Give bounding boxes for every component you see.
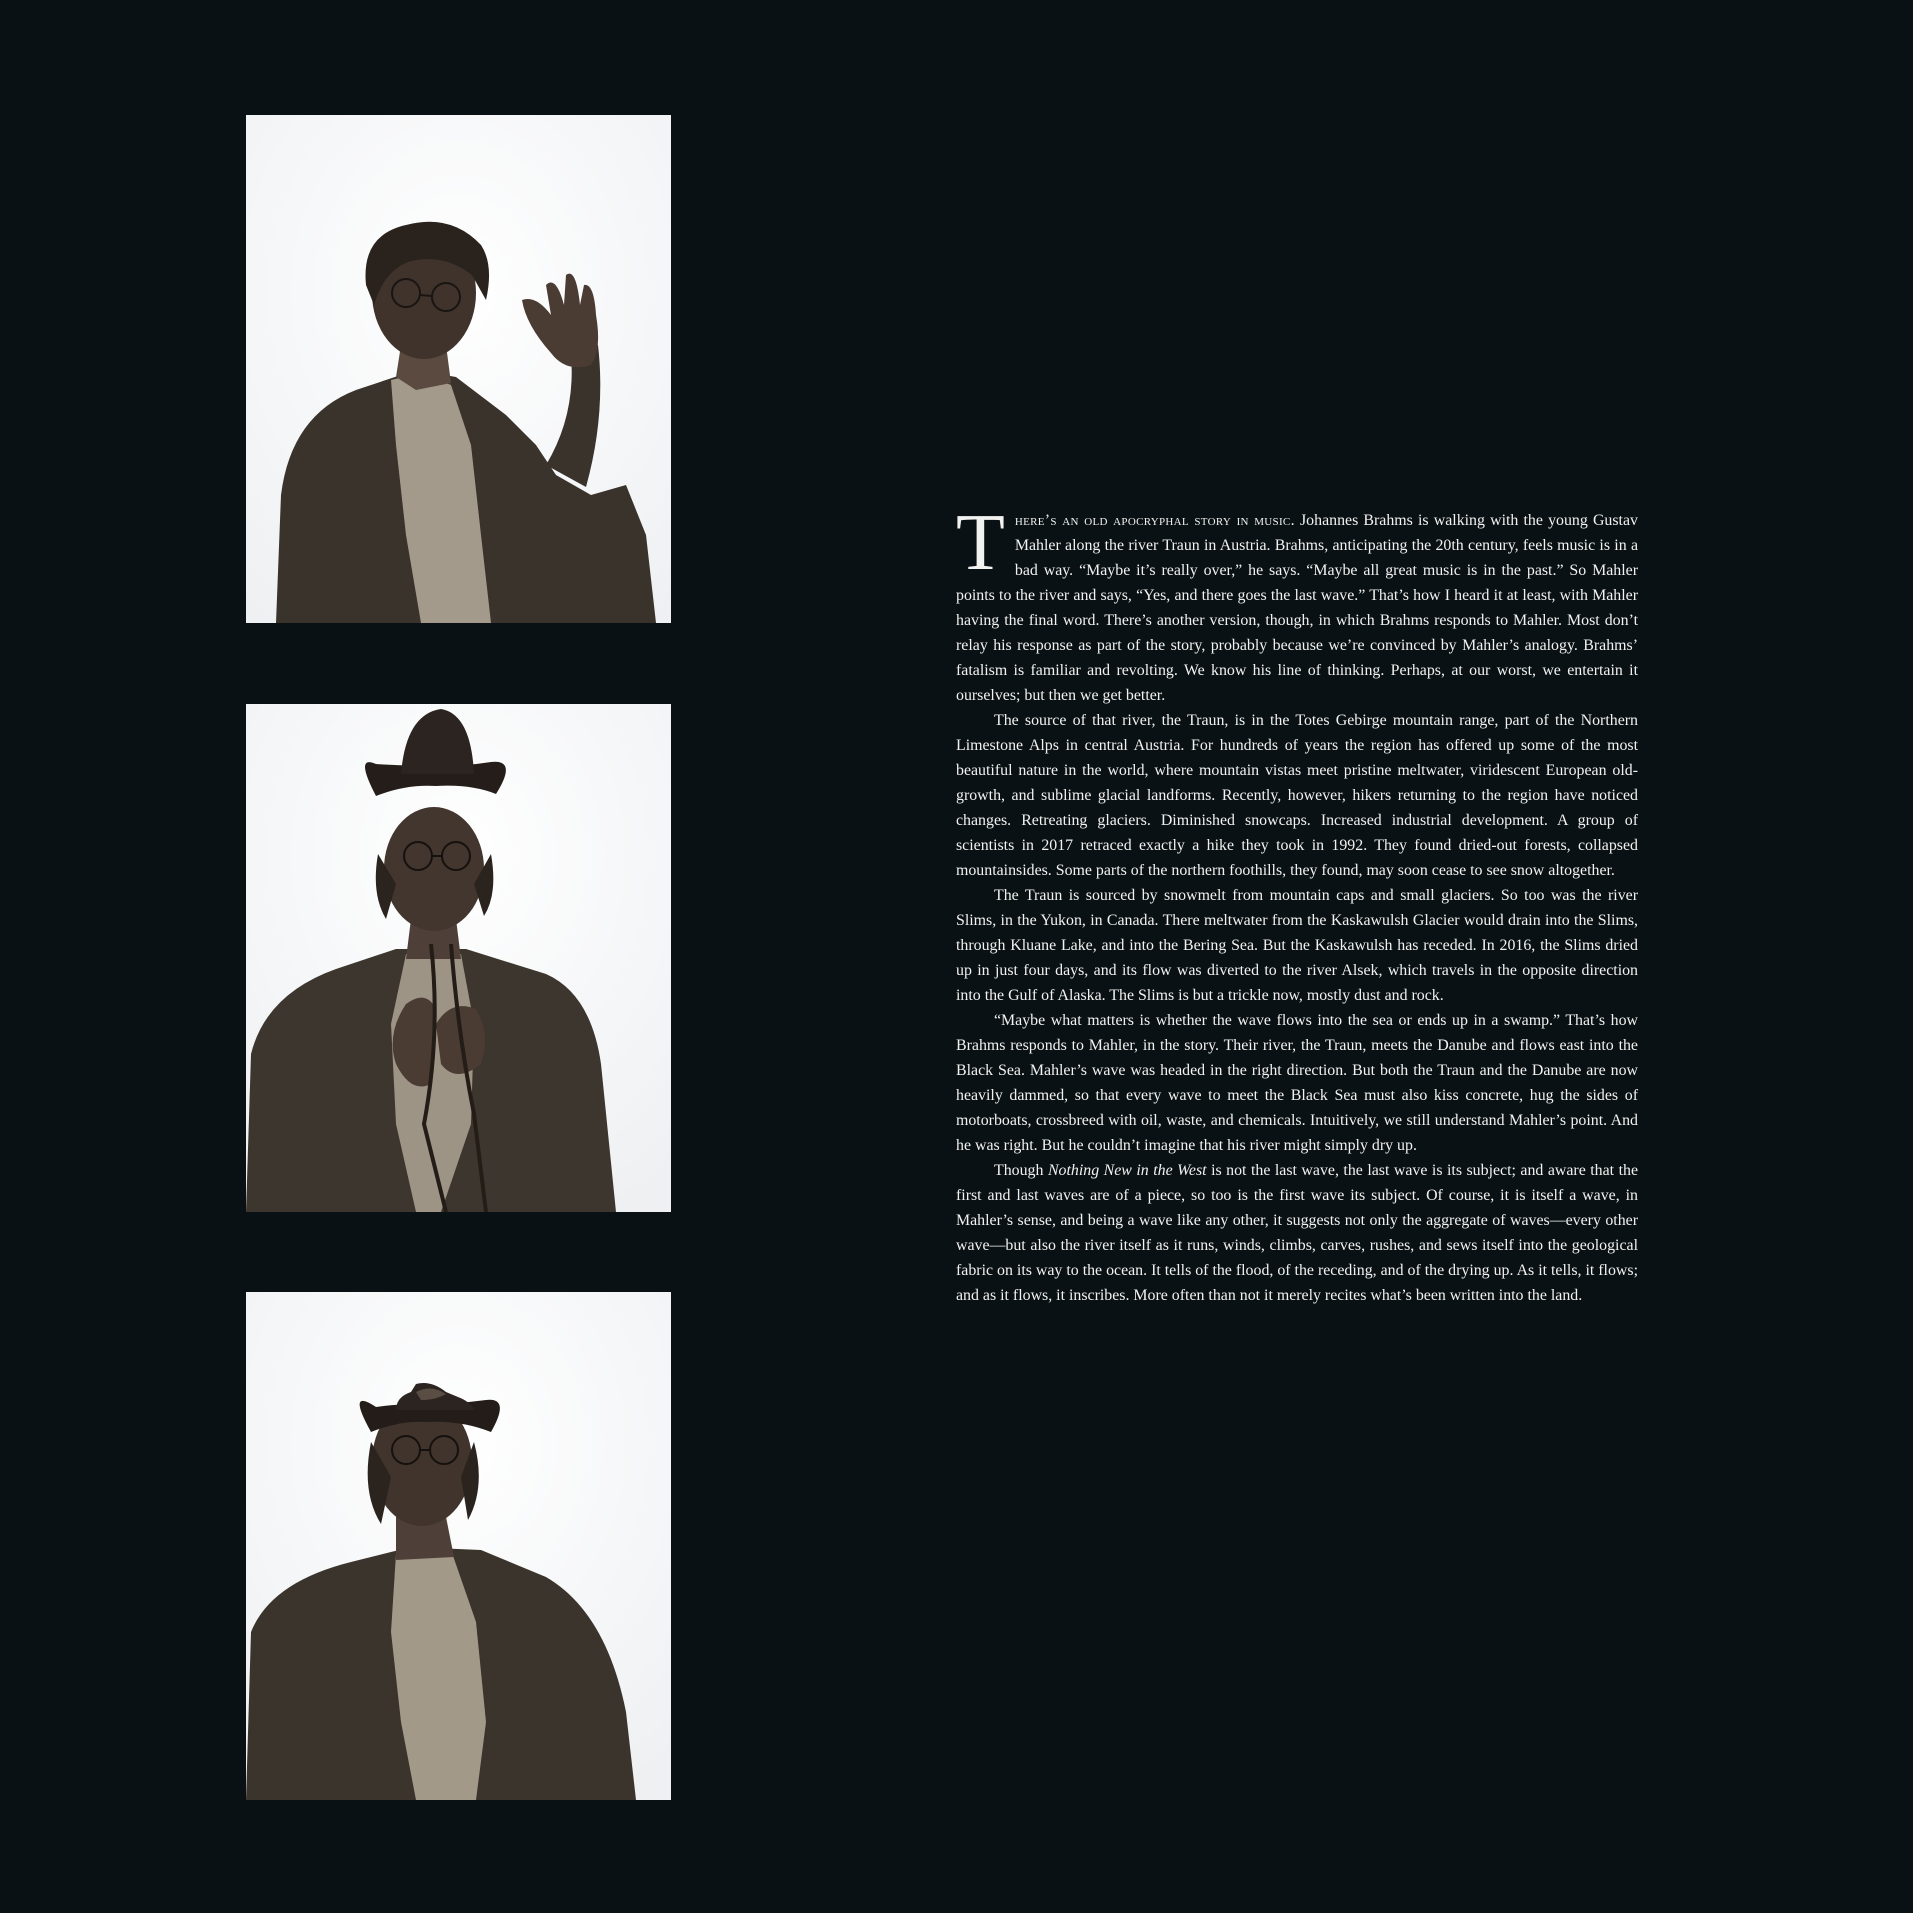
paragraph-5-start: Though: [994, 1162, 1048, 1179]
article-paragraph-2: The source of that river, the Traun, is in the Totes Gebirge mountain range, part of the Northern Limestone Alps in central Austria. For hundreds of years the region has offered up some of the most beautiful nature in the world, where mountain vistas meet pristine meltwater, viridescent European old-growth, and sublime glacial landforms. Recently, however, hikers returning to the region have noticed changes. Retreating glaciers. Diminished snowcaps. Increased industrial development. A group of scientists in 2017 retraced exactly a hike they took in 1992. They found dried-out forests, collapsed mountainsides. Some parts of the northern foothills, they found, may soon cease to see snow altogether.: [956, 712, 1638, 879]
paragraph-5-rest: is not the last wave, the last wave is its subject; and aware that the first and last waves are of a piece, so too is the first wave its subject. Of course, it is itself a wave, in Mahler’s sense, and being a wave like any other, it suggests not only the aggregate of waves—every other wave—but also the river itself as it runs, winds, climbs, carves, rushes, and sews itself into the geological fabric on its way to the ocean. It tells of the flood, of the receding, and of the drying up. As it tells, it flows; and as it flows, it inscribes. More often than not it merely recites what’s been written into the land.: [956, 1162, 1639, 1304]
article-paragraph-3: The Traun is sourced by snowmelt from mountain caps and small glaciers. So too was the river Slims, in the Yukon, in Canada. There meltwater from the Kaskawulsh Glacier would drain into the Slims, through Kluane Lake, and into the Bering Sea. But the Kaskawulsh has receded. In 2016, the Slims dried up in just four days, and its flow was diverted to the river Alsek, which travels in the opposite direction into the Gulf of Alaska. The Slims is but a trickle now, mostly dust and rock.: [956, 887, 1638, 1004]
portrait-photo-hand-raised: [246, 115, 671, 623]
article-paragraph-1: [956, 499, 1638, 708]
portrait-photo-hat-hands-collar: [246, 704, 671, 1212]
article-paragraph-4: “Maybe what matters is whether the wave flows into the sea or ends up in a swamp.” That’s how Brahms responds to Mahler, in the story. Their river, the Traun, meets the Danube and flows east into the Black Sea. Mahler’s wave was headed in the right direction. But both the Traun and the Danube are now heavily dammed, so that every wave to meet the Black Sea must also kiss concrete, hug the sides of motorboats, crossbreed with oil, waste, and chemicals. Intuitively, we still understand Mahler’s point. And he was right. But he couldn’t imagine that his river might simply dry up.: [956, 1012, 1638, 1154]
portrait-silhouette-2: [246, 704, 671, 1212]
book-title: Nothing New in the West: [1047, 1162, 1207, 1179]
drop-cap: T: [956, 499, 1005, 587]
lead-in-small-caps: here’s an old apocryphal story in music.: [1014, 512, 1295, 529]
portrait-silhouette-1: [246, 115, 671, 623]
portrait-silhouette-3: [246, 1292, 671, 1800]
paragraph-1-text: Johannes Brahms is walking with the young Gustav Mahler along the river Traun in Austria. Brahms, anticipating the 20th century, feels music is in a bad way. “Maybe it’s really over,” he says. “Maybe all great music is in the past.” So Mahler points to the river and says, “Yes, and there goes the last wave.” That’s how I heard it at least, with Mahler having the final word. There’s another version, though, in which Brahms responds to Mahler. Most don’t relay his response as part of the story, probably because we’re convinced by Mahler’s analogy. Brahms’ fatalism is familiar and revolting. We know his line of thinking. Perhaps, at our worst, we entertain it ourselves; but then we get better.: [956, 512, 1638, 704]
article-body: [956, 499, 1639, 1308]
article-paragraph-5: [956, 1158, 1638, 1308]
portrait-photo-hat-seated: [246, 1292, 671, 1800]
